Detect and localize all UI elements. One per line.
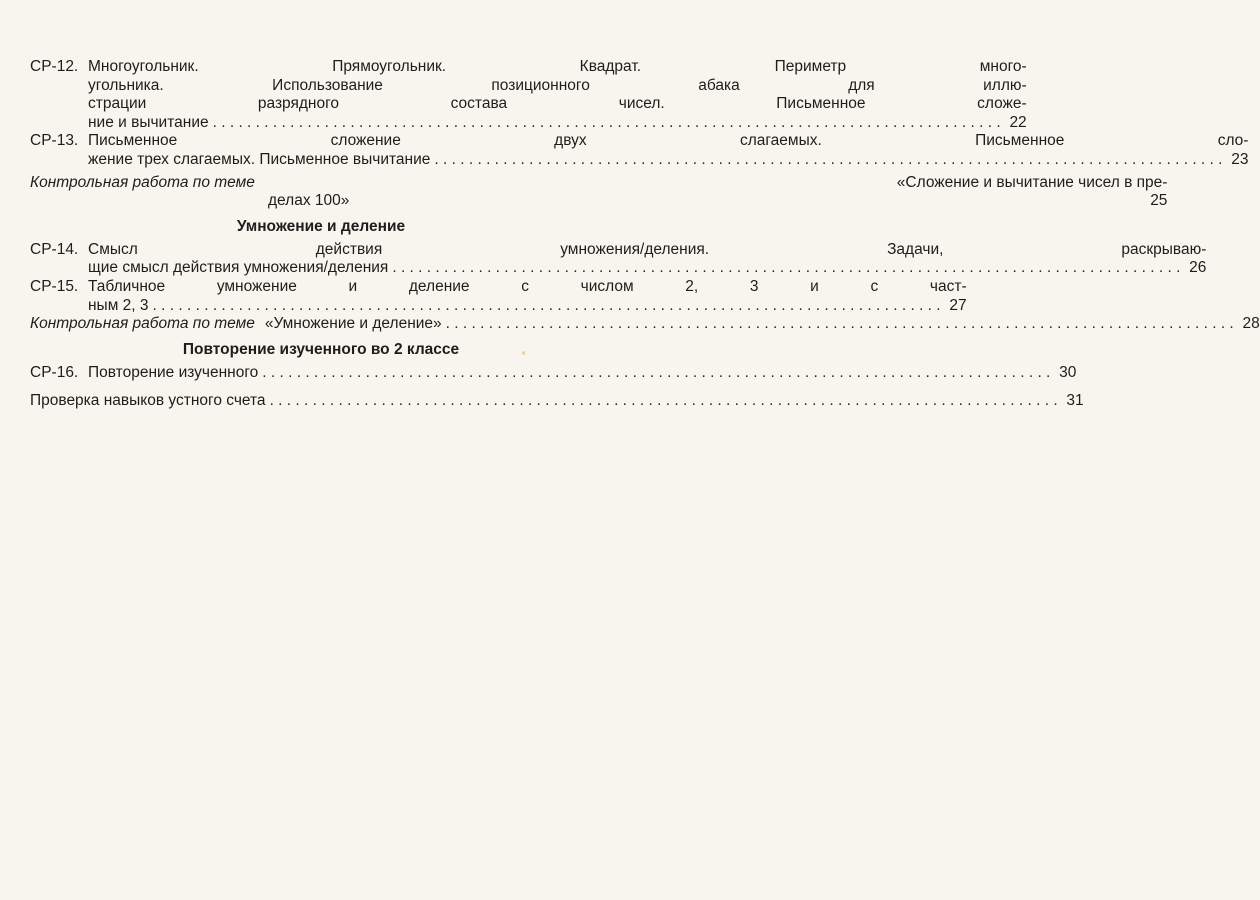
entry-body bbox=[88, 58, 1027, 132]
entry-text-line: страции разрядного состава чисел. Письменное сложе- bbox=[88, 95, 1027, 113]
entry-text-line: Смысл действия умножения/деления. Задачи, раскрываю- bbox=[88, 240, 1207, 258]
dot-leader bbox=[213, 114, 1001, 133]
entry-text-end: жение трех слагаемых. Письменное вычитание bbox=[88, 150, 431, 168]
toc-entry-sr15 bbox=[30, 277, 967, 315]
page-number: 26 bbox=[1189, 259, 1207, 277]
page-number: 25 bbox=[1150, 192, 1168, 210]
test-title: «Умножение и деление» bbox=[264, 315, 442, 333]
entry-code: СР-16. bbox=[30, 363, 79, 381]
page-number: 23 bbox=[1231, 150, 1249, 168]
dot-leader bbox=[153, 297, 941, 316]
entry-text-end: Проверка навыков устного счета bbox=[30, 392, 266, 410]
dot-leader bbox=[392, 259, 1180, 278]
entry-body bbox=[30, 315, 1260, 334]
entry-body bbox=[88, 278, 967, 315]
entry-last-line bbox=[88, 114, 1027, 133]
test-title: «Сложение и вычитание чисел в пре- bbox=[896, 173, 1168, 191]
entry-body bbox=[88, 241, 1206, 278]
entry-last-line bbox=[88, 259, 1206, 278]
toc-entry-test1 bbox=[30, 173, 1168, 211]
entry-text-end: Повторение изученного bbox=[88, 363, 259, 381]
test-label: Контрольная работа по теме bbox=[30, 315, 255, 333]
toc-entry-sr14 bbox=[30, 240, 1207, 278]
entry-last-line bbox=[30, 392, 1084, 411]
toc-entry-test2 bbox=[30, 315, 1260, 334]
entry-code: СР-15. bbox=[30, 277, 79, 295]
paper-speck bbox=[522, 351, 525, 355]
table-of-contents bbox=[30, 58, 1260, 411]
entry-text-line bbox=[30, 174, 1167, 193]
entry-code: СР-14. bbox=[30, 240, 79, 258]
dot-leader bbox=[262, 364, 1050, 383]
section-heading: Умножение и деление bbox=[236, 217, 406, 235]
entry-code: СР-13. bbox=[30, 132, 79, 150]
entry-last-line bbox=[88, 151, 1248, 170]
toc-entry-sr12 bbox=[30, 58, 1027, 132]
toc-entry-sr16 bbox=[30, 363, 1077, 383]
toc-entry-check bbox=[30, 392, 1084, 411]
page-number: 22 bbox=[1009, 113, 1027, 131]
entry-last-line bbox=[88, 297, 967, 316]
entry-code: СР-12. bbox=[30, 58, 79, 75]
entry-last-line bbox=[88, 364, 1076, 383]
page-number: 28 bbox=[1242, 315, 1260, 333]
test-label: Контрольная работа по теме bbox=[30, 173, 255, 191]
entry-body bbox=[88, 364, 1076, 383]
dot-leader bbox=[270, 392, 1058, 411]
dot-leader bbox=[434, 151, 1222, 170]
entry-body bbox=[30, 392, 1084, 411]
entry-text-line: Многоугольник. Прямоугольник. Квадрат. Периметр много- bbox=[88, 58, 1027, 75]
page-number: 30 bbox=[1059, 363, 1077, 381]
entry-last-line bbox=[30, 192, 1167, 211]
entry-last-line bbox=[30, 315, 1260, 334]
entry-text-line: Письменное сложение двух слагаемых. Письменное сло- bbox=[88, 132, 1249, 150]
page-number: 27 bbox=[949, 296, 967, 314]
section-heading: Повторение изученного во 2 классе bbox=[182, 340, 460, 358]
page-number: 31 bbox=[1066, 392, 1084, 410]
entry-text-end: щие смысл действия умножения/деления bbox=[88, 259, 389, 277]
entry-text-end: ным 2, 3 bbox=[88, 296, 149, 314]
entry-text-line: Табличное умножение и деление с числом 2, 3 и с част- bbox=[88, 277, 967, 295]
dot-leader bbox=[446, 315, 1234, 334]
entry-text-end: ние и вычитание bbox=[88, 113, 209, 131]
toc-entry-sr13 bbox=[30, 132, 1249, 169]
entry-text-end: делах 100» bbox=[268, 192, 350, 210]
entry-body bbox=[30, 174, 1167, 211]
entry-text-line: угольника. Использование позиционного абака для иллю- bbox=[88, 76, 1027, 94]
entry-body bbox=[88, 132, 1248, 169]
